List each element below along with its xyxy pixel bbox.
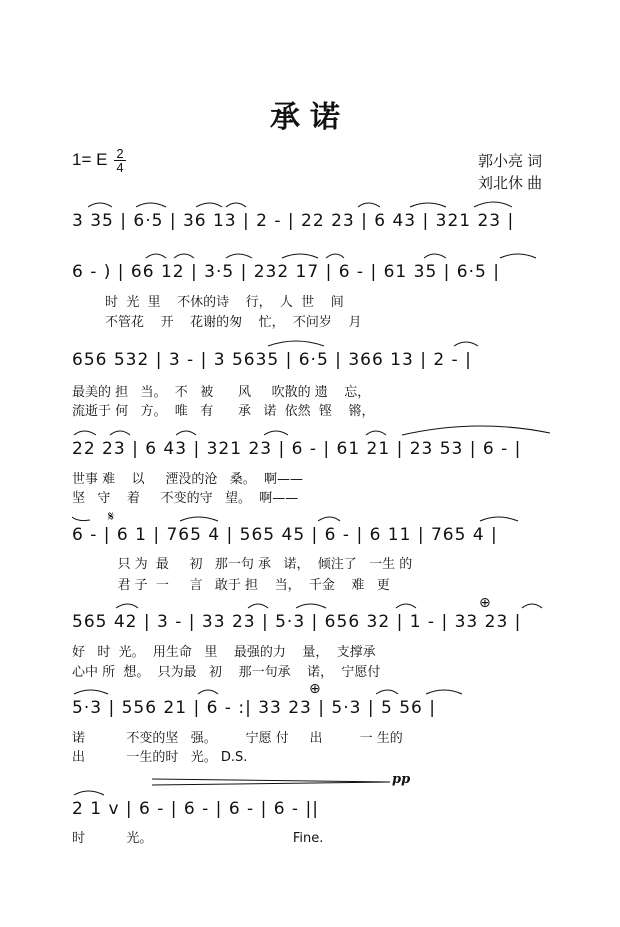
slur: [74, 690, 108, 694]
slur: [426, 690, 462, 694]
notation-row-4: 22 23 | 6 43 | 321 23 | 6 - | 61 21 | 23 53 | 6 - |: [72, 439, 522, 459]
notation-row-8: 2 1 v | 6 - | 6 - | 6 - | 6 - ||: [72, 799, 319, 819]
slur: [410, 203, 446, 207]
slurs: [72, 202, 550, 795]
hairpin-line: [152, 779, 390, 782]
lyric-row-4-verse-1: 世事 难 以 湮没的沧 桑。 啊——: [72, 472, 303, 487]
slur: [296, 604, 326, 608]
slur: [358, 203, 380, 207]
lyric-row-4-verse-2: 坚 守 着 不变的守 望。 啊——: [72, 491, 299, 506]
slur: [396, 604, 416, 608]
notation-row-3: 656 532 | 3 - | 3 5635 | 6·5 | 366 13 | 2 - |: [72, 350, 472, 370]
lyric-row-7-verse-1: 诺 不变的坚 强。 宁愿 付 出 一 生的: [72, 731, 403, 746]
slur: [110, 431, 130, 435]
slur: [196, 203, 222, 207]
lyricist-credit: 郭小亮 词: [478, 153, 543, 170]
notation-row-7: 5·3 | 556 21 | 6 - :| 33 23 | 5·3 | 5 56 |: [72, 698, 436, 718]
slur: [174, 254, 194, 258]
lyric-row-2-verse-2: 不管花 开 花谢的匆 忙， 不问岁 月: [72, 315, 362, 330]
lyric-row-8-verse-1: 时 光。 Fine.: [72, 831, 324, 846]
lyric-row-5-verse-2: 君 子 一 言 敢于 担 当， 千金 难 更: [72, 578, 390, 593]
slur: [72, 517, 90, 521]
slur: [116, 604, 138, 608]
dynamics-pp: pp: [392, 772, 411, 787]
lyric-row-3-verse-1: 最美的 担 当。 不 被 风 吹散的 遗 忘，: [72, 385, 371, 400]
notation-row-5: 6 - | 6 1 | 765 4 | 565 45 | 6 - | 6 11 | 765 4 |: [72, 525, 498, 545]
notation-row-2: 6 - ) | 66 12 | 3·5 | 232 17 | 6 - | 61 35 | 6·5 |: [72, 262, 500, 282]
slur: [176, 431, 196, 435]
slur: [366, 431, 386, 435]
time-signature-top: 2: [116, 146, 124, 161]
coda-mark-1: ⊕: [479, 594, 491, 610]
slur: [180, 517, 218, 521]
slur: [474, 202, 512, 207]
lyric-row-6-verse-2: 心中 所 想。 只为最 初 那一句承 诺， 宁愿付: [72, 665, 381, 680]
lyric-row-6-verse-1: 好 时 光。 用生命 里 最强的力 量， 支撑承: [72, 645, 376, 660]
slur: [146, 254, 166, 258]
slur: [282, 254, 318, 258]
notation-row-1: 3 35 | 6·5 | 36 13 | 2 - | 22 23 | 6 43 | 321 23 |: [72, 211, 515, 231]
slur: [480, 517, 518, 521]
slur: [402, 426, 550, 435]
lyric-row-3-verse-2: 流逝于 何 方。 唯 有 承 诺 依然 铿 锵，: [72, 404, 375, 419]
hairpin-line: [152, 782, 390, 785]
time-signature-bottom: 4: [116, 160, 124, 175]
slur: [424, 254, 446, 258]
slur: [326, 254, 344, 258]
slur: [88, 203, 112, 207]
slur: [268, 341, 324, 346]
song-title: 承诺: [270, 100, 350, 135]
lyric-row-7-verse-2: 出 一生的时 光。 D.S.: [72, 750, 248, 765]
slur: [500, 254, 536, 258]
slur: [522, 604, 542, 608]
key-signature: 1= E: [72, 150, 108, 169]
slur: [376, 690, 398, 694]
slur: [454, 342, 478, 346]
slur: [74, 431, 96, 435]
decrescendo-hairpin: [152, 779, 390, 785]
slur: [226, 203, 246, 207]
slur: [136, 203, 166, 207]
coda-mark-2: ⊕: [309, 680, 321, 696]
notation-row-6: 565 42 | 3 - | 33 23 | 5·3 | 656 32 | 1 - | 33 23 |: [72, 612, 522, 632]
slur: [74, 791, 104, 795]
composer-credit: 刘北休 曲: [478, 175, 543, 192]
slur: [264, 431, 288, 435]
lyric-row-2-verse-1: 时 光 里 不休的诗 行， 人 世 间: [72, 295, 344, 310]
slur: [226, 254, 252, 258]
lyric-row-5-verse-1: 只 为 最 初 那一句 承 诺， 倾注了 一生 的: [72, 557, 413, 572]
segno-mark: 𝄋: [108, 508, 115, 524]
slur: [318, 517, 340, 521]
slur: [248, 604, 268, 608]
slur: [198, 690, 218, 694]
